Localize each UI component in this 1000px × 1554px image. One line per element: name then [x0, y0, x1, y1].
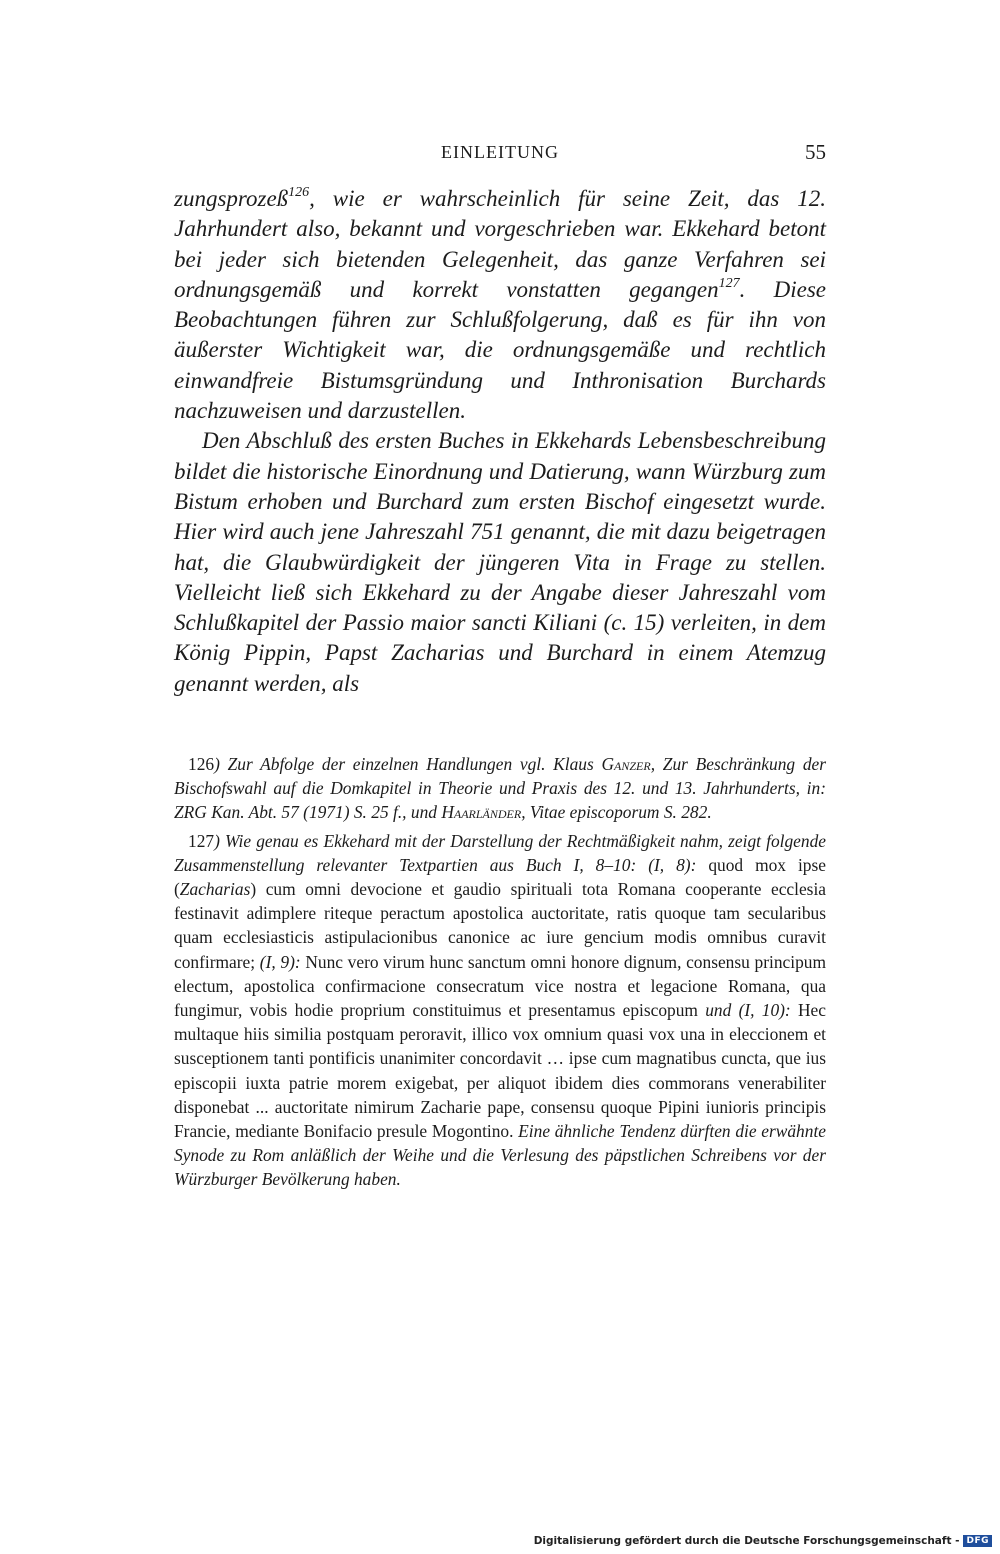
main-text	[174, 184, 826, 699]
quotation: ) cum omni devocione et gaudio spirituali tota Romana cooperante ecclesia festinavit adimplere riteque peractum apostolica auctoritate, ratis quoque tam secularibus quam ecclesiasticis astipulacionibus canonice ac iure gencium modis omnibus curavit confirmare;	[174, 879, 826, 972]
footnote-text: und (I, 10):	[705, 1000, 791, 1021]
footnote-text: , Vitae episcoporum S. 282.	[521, 802, 712, 823]
footnote-text: Zacharias	[179, 879, 251, 900]
footnote-ref-126[interactable]: 126	[288, 185, 310, 201]
footnote-ref-127[interactable]: 127	[718, 276, 740, 292]
quotation: Nunc vero virum hunc sanctum omni honore dignum, consensu principum electum, apostolica confirmacione consecratum vice nostra et legacione Romana, qua fungimur, vobis hodie proprium constituimus et presentamus episcopum	[174, 951, 826, 1021]
running-head	[174, 142, 826, 172]
footnote-127	[174, 829, 826, 1192]
paragraph-1-part-1: zungsprozeß	[174, 186, 289, 211]
paragraph-1	[174, 184, 826, 426]
footnote-text: ) Zur Abfolge der einzelnen Handlungen vgl. Klaus	[214, 754, 602, 774]
author-name: Ganzer	[601, 754, 651, 774]
footnotes	[174, 752, 826, 1196]
page-number: 55	[805, 140, 826, 164]
credit-text: Digitalisierung gefördert durch die Deutsche Forschungsgemeinschaft -	[533, 1535, 960, 1547]
footnote-126	[174, 752, 826, 825]
dfg-logo: DFG	[963, 1535, 992, 1547]
digitization-credit	[534, 1532, 992, 1550]
footnote-text: Eine ähnliche Tendenz dürften die erwähnte Synode zu Rom anläßlich der Weihe und die Verlesung des päpstlichen Schreibens vor der Würzburger Bevölkerung haben.	[174, 1121, 826, 1190]
quotation: Hec multaque hiis similia postquam peroravit, illico vox omnium quasi vox una in eleccionem et susceptionem tanti pontificis unanimiter concordavit … ipse cum magnatibus cuncta, que ius episcopii iuxta patrie morem exigebat, per aliquot ibidem dies commorans venerabiliter disponebat ... auctoritate nimirum Zacharie pape, consensu quoque Pipini iunioris principis Francie, mediante Bonifacio presule Mogontino.	[174, 1000, 826, 1142]
paragraph-2: Den Abschluß des ersten Buches in Ekkehards Lebensbeschreibung bildet die historische Einordnung und Datierung, wann Würzburg zum Bistum erhoben und Burchard zum ersten Bischof eingesetzt wurde. Hier wird auch jene Jahreszahl 751 genannt, die mit dazu beigetragen hat, die Glaubwürdigkeit der jüngeren Vita in Frage zu stellen. Vielleicht ließ sich Ekkehard zu der Angabe dieser Jahreszahl vom Schlußkapitel der Passio maior sancti Kiliani (c. 15) verleiten, in dem König Pippin, Papst Zacharias und Burchard in einem Atemzug genannt werden, als	[174, 428, 826, 696]
quotation: quod mox ipse (	[174, 854, 826, 900]
paragraph-1-part-3: . Diese Beobachtungen führen zur Schlußfolgerung, daß es für ihn von äußerster Wichtigkeit war, die ordnungsgemäße und rechtlich einwandfreie Bistumsgründung und Inthronisation Burchards nachzuweisen und darzustellen.	[174, 276, 826, 424]
footnote-number: 127	[188, 830, 215, 851]
footnote-number: 126	[188, 754, 215, 774]
paragraph-1-part-2: , wie er wahrscheinlich für seine Zeit, das 12. Jahrhundert also, bekannt und vorgeschrieben war. Ekkehard betont bei jeder sich bietenden Gelegenheit, das ganze Verfahren sei ordnungsgemäß und korrekt vonstatten gegangen	[174, 186, 826, 302]
footnote-text: (I, 9):	[259, 951, 301, 972]
footnote-text: , Zur Beschränkung der Bischofswahl auf die Domkapitel in Theorie und Praxis des 12. und 13. Jahrhunderts, in: ZRG Kan. Abt. 57 (1971) S. 25 f., und	[174, 754, 826, 823]
running-head-title: EINLEITUNG	[441, 142, 559, 162]
author-name: Haarländer	[441, 802, 522, 823]
footnote-text: ) Wie genau es Ekkehard mit der Darstellung der Rechtmäßigkeit nahm, zeigt folgende Zusammenstellung relevanter Textpartien aus Buch I, 8–10: (I, 8):	[174, 830, 826, 875]
